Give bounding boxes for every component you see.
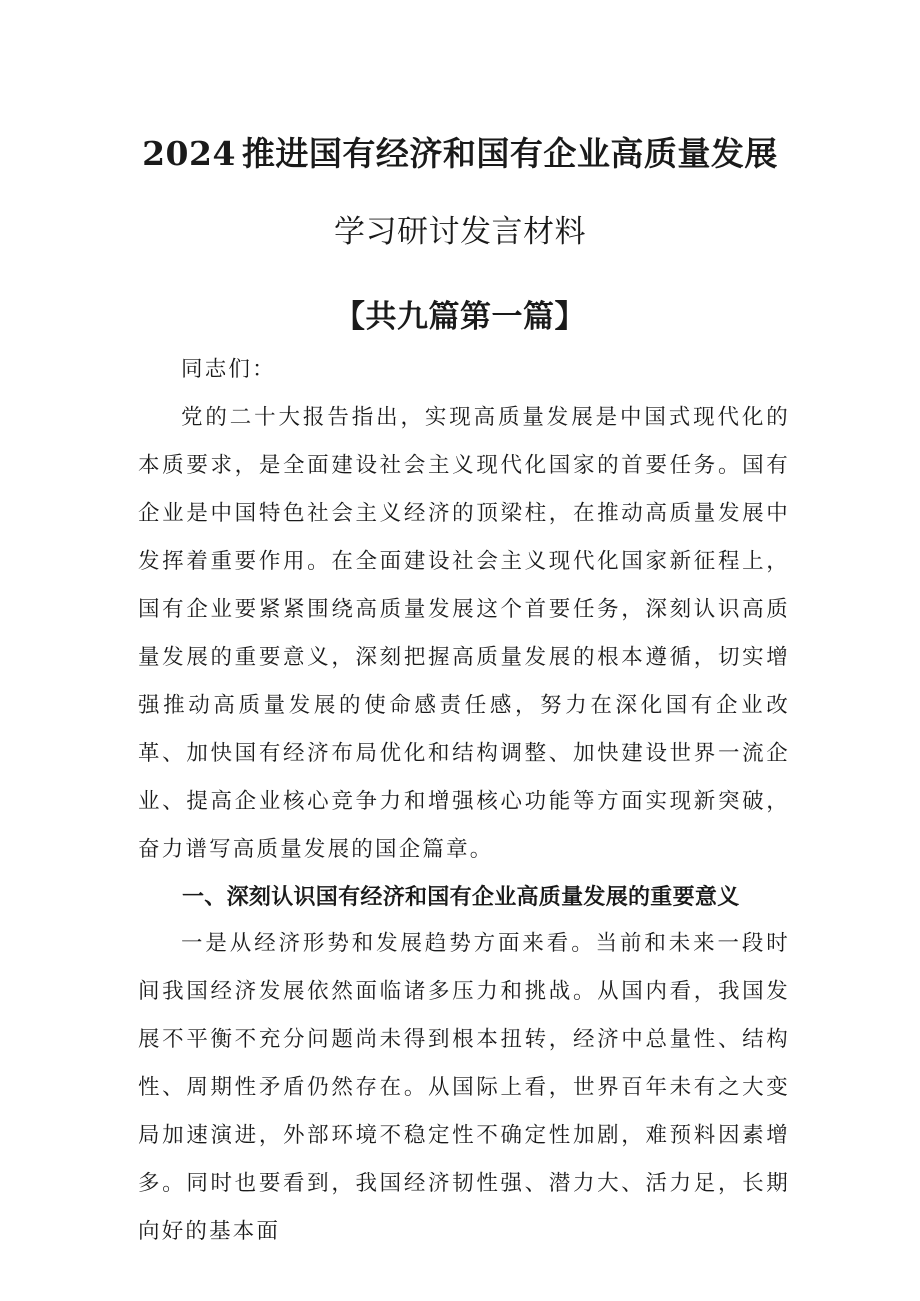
document-title-line1 [0,134,920,174]
document-title-line2: 学习研讨发言材料 [334,214,586,250]
document-subtitle-part: 【共九篇第一篇】 [334,299,586,335]
title-year: 2024 [142,134,236,173]
paragraph-intro: 党的二十大报告指出，实现高质量发展是中国式现代化的本质要求，是全面建设社会主义现代化国家的首要任务。国有企业是中国特色社会主义经济的顶梁柱，在推动高质量发展中发挥着重要作用。在全面建设社会主义现代化国家新征程上，国有企业要紧紧围绕高质量发展这个首要任务，深刻认识高质量发展的重要意义，深刻把握高质量发展的根本遵循，切实增强推动高质量发展的使命感责任感，努力在深化国有企业改革、加快国有经济布局优化和结构调整、加快建设世界一流企业、提高企业核心竞争力和增强核心功能等方面实现新突破，奋力谱写高质量发展的国企篇章。 [138,405,790,862]
paragraph-section1: 一是从经济形势和发展趋势方面来看。当前和未来一段时间我国经济发展依然面临诸多压力和挑战。从国内看，我国发展不平衡不充分问题尚未得到根本扭转，经济中总量性、结构性、周期性矛盾仍然存在。从国际上看，世界百年未有之大变局加速演进，外部环境不稳定性不确定性加剧，难预料因素增多。同时也要看到，我国经济韧性强、潜力大、活力足，长期向好的基本面 [138,931,790,1244]
section-heading-1: 一、深刻认识国有经济和国有企业高质量发展的重要意义 [182,885,740,910]
title-text: 推进国有经济和国有企业高质量发展 [241,134,778,173]
greeting: 同志们： [181,357,276,382]
